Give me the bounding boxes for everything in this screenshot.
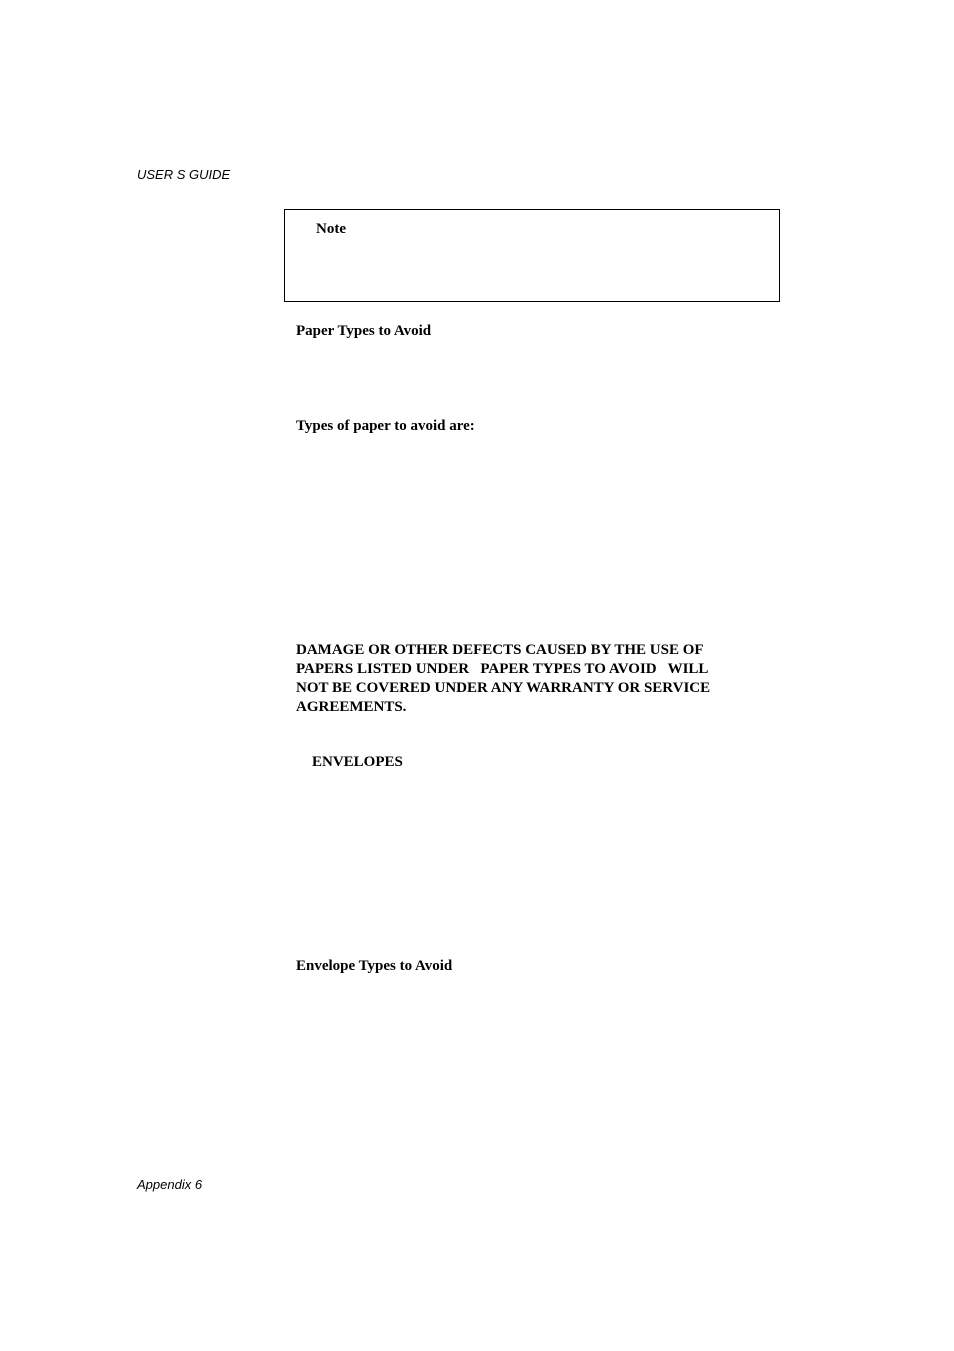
note-title: Note	[316, 221, 346, 237]
page-footer: Appendix 6	[137, 1177, 203, 1192]
warning-line: DAMAGE OR OTHER DEFECTS CAUSED BY THE USE OF	[296, 642, 704, 658]
heading-envelope-types-to-avoid: Envelope Types to Avoid	[296, 958, 453, 974]
warranty-warning	[296, 641, 756, 717]
heading-types-of-paper: Types of paper to avoid are:	[296, 418, 475, 434]
warning-line: AGREEMENTS.	[296, 699, 407, 715]
heading-paper-types-to-avoid: Paper Types to Avoid	[296, 323, 432, 339]
note-box	[284, 209, 780, 302]
running-header: USER S GUIDE	[137, 167, 231, 182]
warning-line: PAPERS LISTED UNDER PAPER TYPES TO AVOID WILL	[296, 661, 709, 677]
warning-line: NOT BE COVERED UNDER ANY WARRANTY OR SERVICE	[296, 680, 711, 696]
heading-envelopes: ENVELOPES	[312, 754, 403, 770]
